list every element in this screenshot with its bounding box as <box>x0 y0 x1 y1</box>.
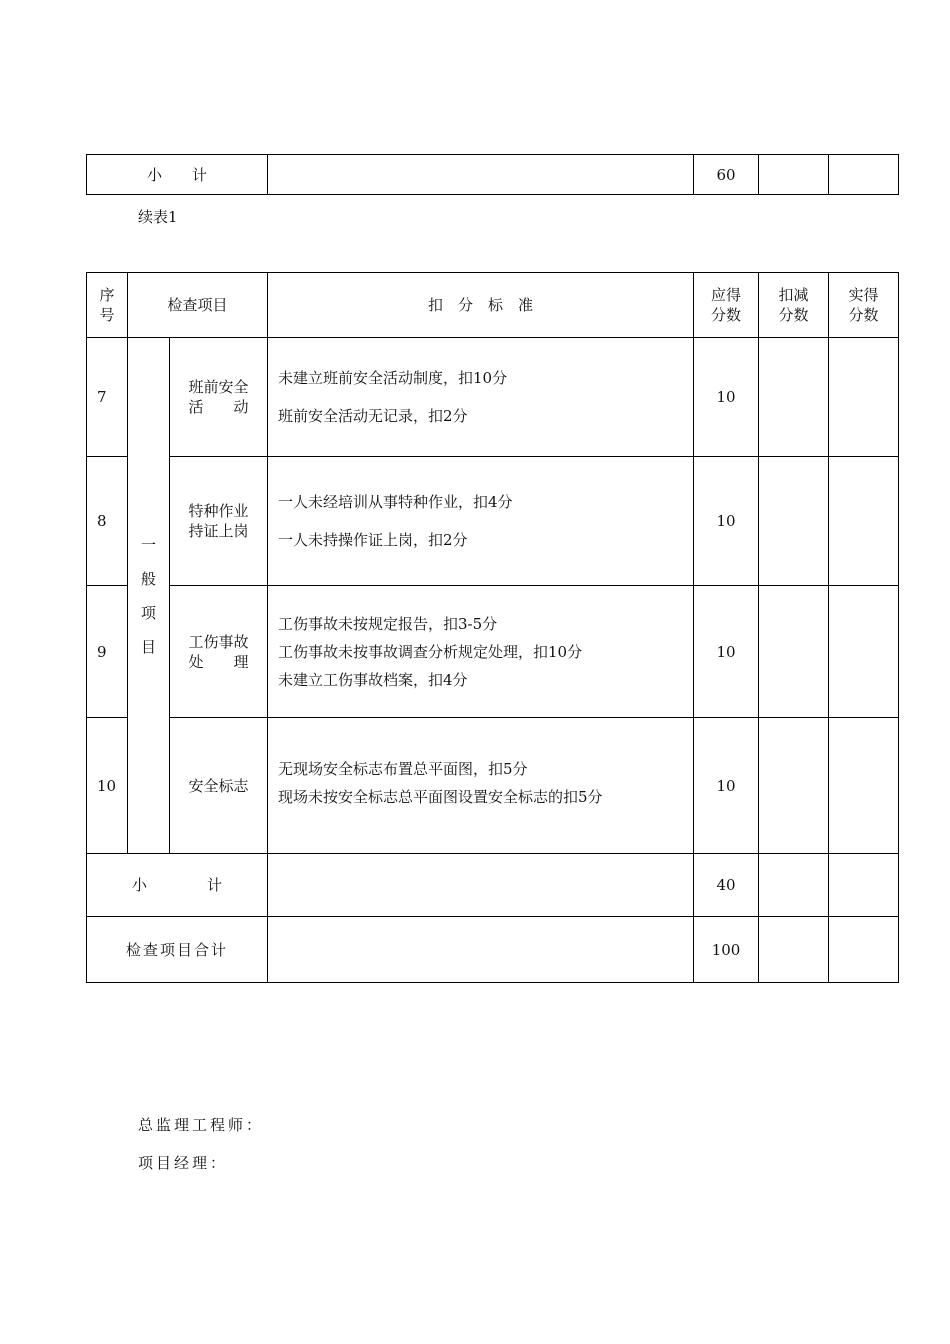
row-criteria: 工伤事故未按规定报告，扣3-5分 工伤事故未按事故调查分析规定处理，扣10分 未建立工伤事故档案，扣4分 <box>268 586 694 718</box>
subtotal-row <box>87 854 899 917</box>
header-row <box>87 273 899 338</box>
header-due-score: 应得 分数 <box>694 273 759 338</box>
header-seq: 序 号 <box>87 273 128 338</box>
row-actual-cell <box>829 338 899 457</box>
top-subtotal-criteria-cell <box>268 155 694 195</box>
top-subtotal-deduct-cell <box>759 155 829 195</box>
inspection-table <box>86 272 899 983</box>
project-manager-signature: 项目经理： <box>138 1154 229 1172</box>
row-seq: 8 <box>87 457 128 586</box>
row-criteria: 一人未经培训从事特种作业，扣4分 一人未持操作证上岗，扣2分 <box>268 457 694 586</box>
row-due-score: 10 <box>694 457 759 586</box>
subtotal-criteria-cell <box>268 854 694 917</box>
row-actual-cell <box>829 457 899 586</box>
total-actual-cell <box>829 917 899 983</box>
row-due-score: 10 <box>694 718 759 854</box>
subtotal-label: 小 计 <box>87 854 268 917</box>
header-actual-score: 实得 分数 <box>829 273 899 338</box>
subtotal-deduct-cell <box>759 854 829 917</box>
row-seq: 7 <box>87 338 128 457</box>
row-deduct-cell <box>759 338 829 457</box>
header-item: 检查项目 <box>128 273 268 338</box>
row-item: 安全标志 <box>170 718 268 854</box>
row-deduct-cell <box>759 457 829 586</box>
category-general-items: 一 般 项 目 <box>128 338 170 854</box>
row-criteria: 未建立班前安全活动制度，扣10分 班前安全活动无记录，扣2分 <box>268 338 694 457</box>
table-row <box>87 586 899 718</box>
row-actual-cell <box>829 586 899 718</box>
subtotal-actual-cell <box>829 854 899 917</box>
total-label: 检查项目合计 <box>87 917 268 983</box>
row-actual-cell <box>829 718 899 854</box>
row-deduct-cell <box>759 586 829 718</box>
top-subtotal-actual-cell <box>829 155 899 195</box>
table-row <box>87 718 899 854</box>
table-row <box>87 457 899 586</box>
chief-supervisor-signature: 总监理工程师： <box>138 1116 265 1134</box>
row-criteria: 无现场安全标志布置总平面图，扣5分 现场未按安全标志总平面图设置安全标志的扣5分 <box>268 718 694 854</box>
table-row <box>87 338 899 457</box>
row-seq: 9 <box>87 586 128 718</box>
row-item: 特种作业 持证上岗 <box>170 457 268 586</box>
total-deduct-cell <box>759 917 829 983</box>
subtotal-score: 40 <box>694 854 759 917</box>
top-subtotal-score: 60 <box>694 155 759 195</box>
total-criteria-cell <box>268 917 694 983</box>
continuation-label: 续表1 <box>138 208 178 226</box>
top-subtotal-label: 小 计 <box>87 155 268 195</box>
row-item: 班前安全 活 动 <box>170 338 268 457</box>
row-due-score: 10 <box>694 338 759 457</box>
row-item: 工伤事故 处 理 <box>170 586 268 718</box>
row-deduct-cell <box>759 718 829 854</box>
top-subtotal-table <box>86 154 899 195</box>
header-deduct-score: 扣减 分数 <box>759 273 829 338</box>
total-row <box>87 917 899 983</box>
row-due-score: 10 <box>694 586 759 718</box>
header-criteria: 扣 分 标 准 <box>268 273 694 338</box>
row-seq: 10 <box>87 718 128 854</box>
total-score: 100 <box>694 917 759 983</box>
